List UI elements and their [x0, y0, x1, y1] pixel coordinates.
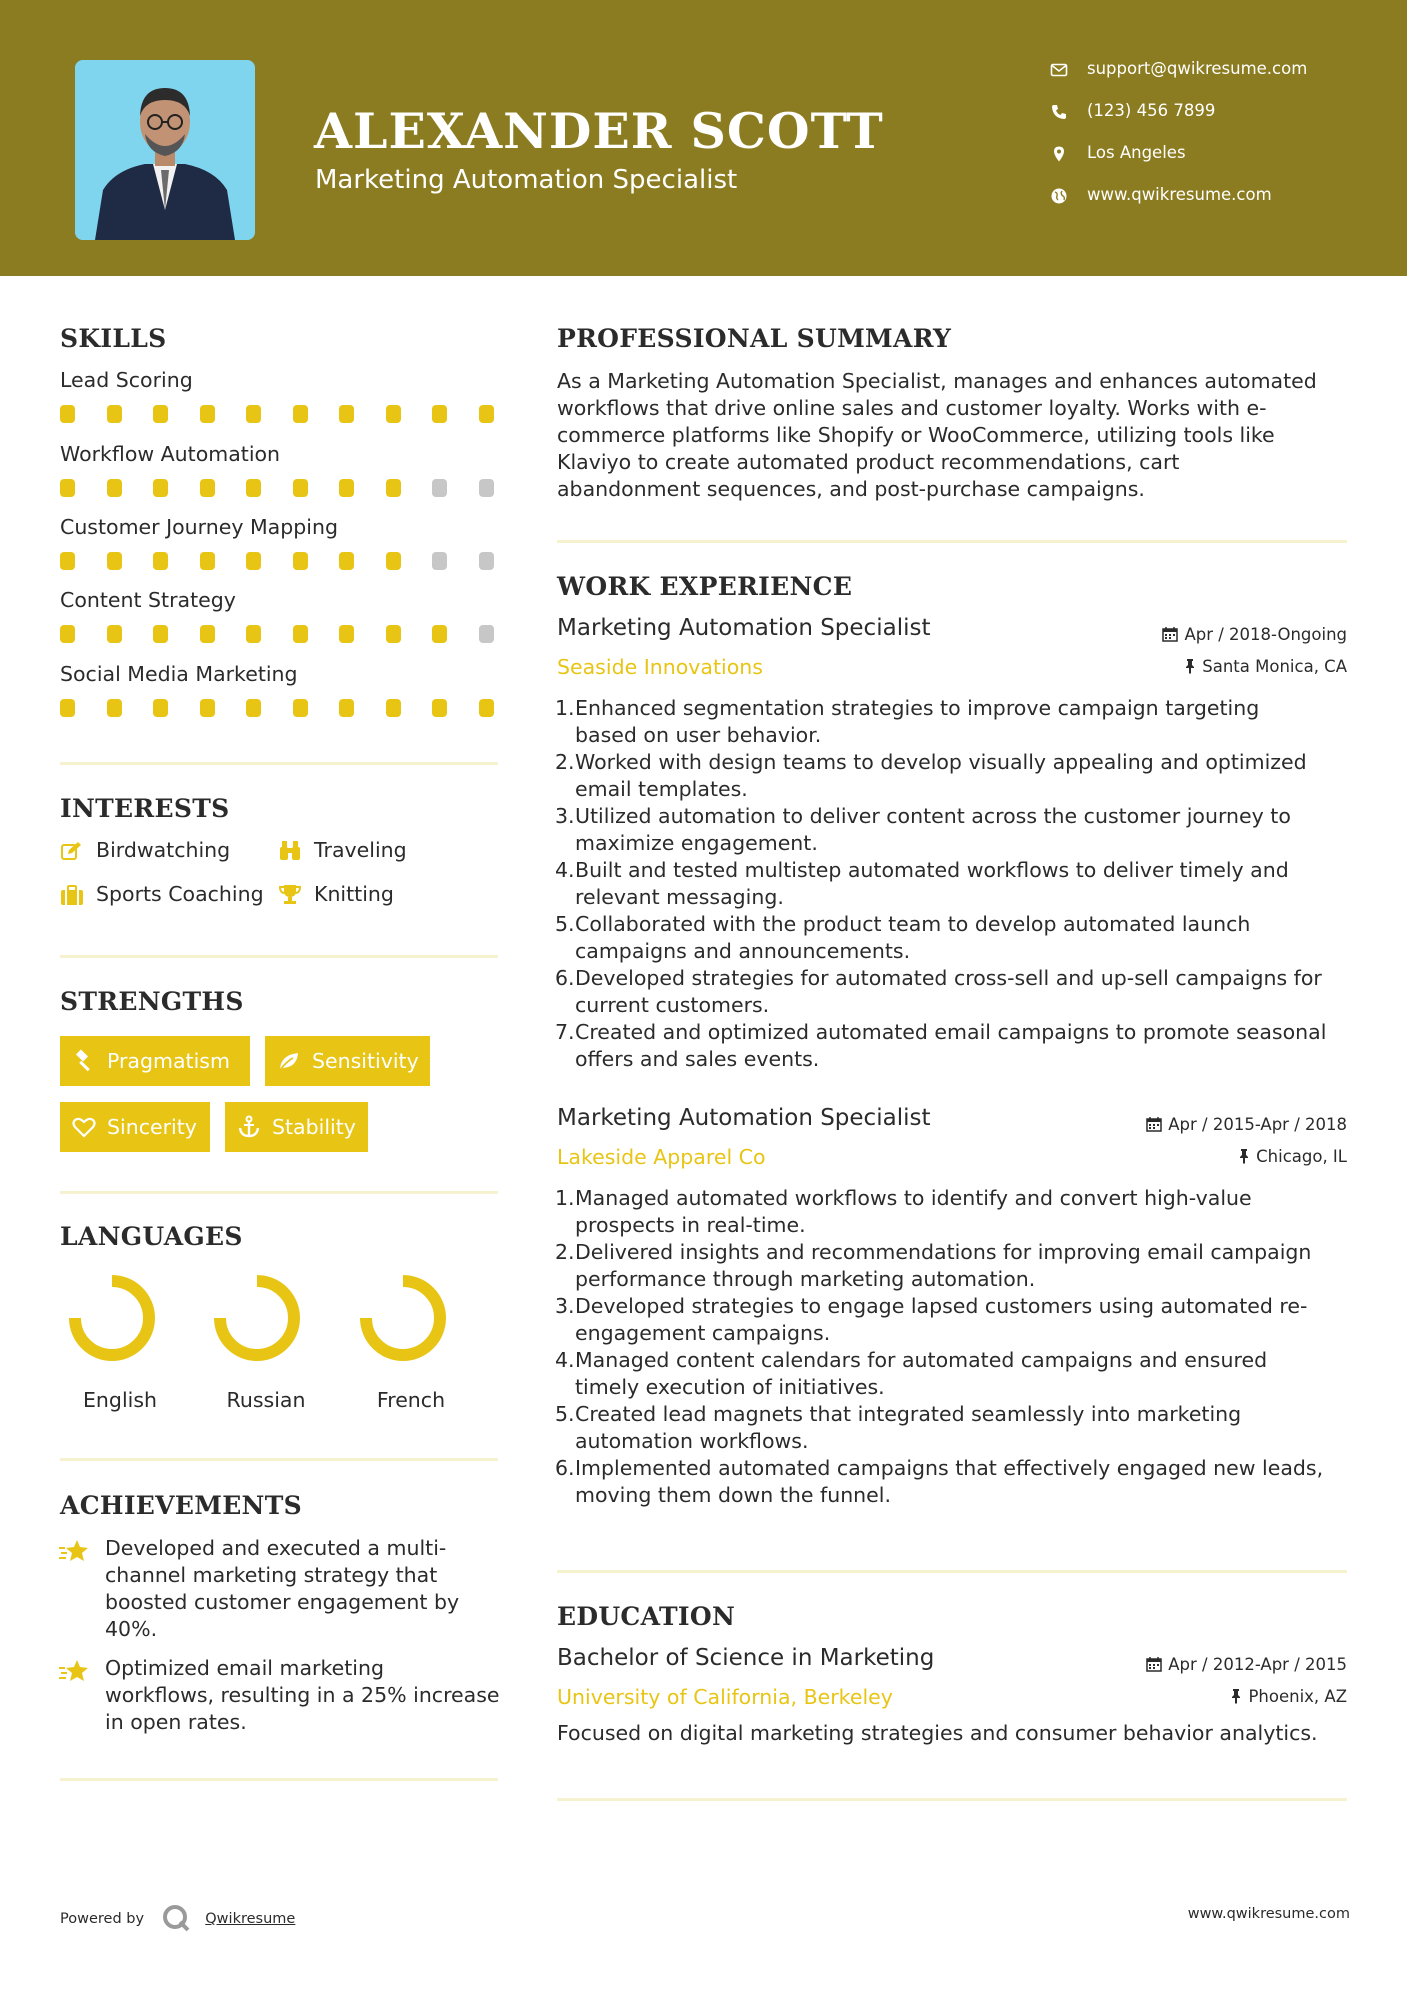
job-dates-text: Apr / 2018-Ongoing: [1184, 625, 1347, 644]
skill-dot-filled: [386, 552, 401, 570]
leaf-icon: [277, 1049, 301, 1073]
summary-line: workflows that drive online sales and customer loyalty. Works with e-: [557, 396, 1267, 420]
skill-dot-filled: [60, 625, 75, 643]
skill-rating: [60, 699, 500, 717]
footer-website[interactable]: www.qwikresume.com: [1187, 1906, 1350, 1922]
job-bullet: Implemented automated campaigns that effectively engaged new leads, moving them down the funnel.: [575, 1456, 1324, 1507]
skill-dot-filled: [386, 625, 401, 643]
skill-dot-filled: [60, 552, 75, 570]
skill-dot-filled: [200, 405, 215, 423]
pin-icon: [1184, 658, 1196, 674]
interest-label: Sports Coaching: [96, 882, 264, 906]
skill-label: Customer Journey Mapping: [60, 515, 338, 539]
section-divider: [60, 1191, 498, 1194]
star-icon: [58, 1538, 90, 1564]
job-bullet: Utilized automation to deliver content across the customer journey to maximize engagement.: [575, 804, 1291, 855]
skill-dot-filled: [432, 625, 447, 643]
strength-label: Sensitivity: [312, 1049, 419, 1073]
footer-powered-by: [60, 1903, 295, 1933]
gavel-icon: [72, 1049, 96, 1073]
job-role: Marketing Automation Specialist: [557, 615, 931, 641]
skill-dot-filled: [153, 699, 168, 717]
language-ring: [67, 1273, 157, 1363]
job-bullet: Enhanced segmentation strategies to improve campaign targeting based on user behavior.: [575, 696, 1260, 747]
interest-label: Knitting: [314, 882, 394, 906]
job-role: Marketing Automation Specialist: [557, 1105, 931, 1131]
binoculars-icon: [278, 839, 302, 861]
skill-dot-filled: [432, 699, 447, 717]
job-dates: [1146, 1115, 1347, 1134]
language-label: Russian: [226, 1388, 306, 1412]
calendar-icon: [1146, 1116, 1162, 1132]
skill-dot-filled: [60, 405, 75, 423]
job-company: Seaside Innovations: [557, 655, 763, 679]
interests-heading: INTERESTS: [60, 794, 230, 823]
contact-phone-text: (123) 456 7899: [1087, 101, 1216, 120]
job-bullet: Developed strategies for automated cross-sell and up-sell campaigns for current customers.: [575, 966, 1322, 1017]
job-dates-text: Apr / 2015-Apr / 2018: [1168, 1115, 1347, 1134]
anchor-icon: [237, 1115, 261, 1139]
skill-dot-filled: [246, 405, 261, 423]
skill-dot-filled: [246, 699, 261, 717]
section-divider: [60, 1458, 498, 1461]
candidate-name: ALEXANDER SCOTT: [314, 102, 884, 160]
skills-heading: SKILLS: [60, 324, 167, 353]
achievements-heading: ACHIEVEMENTS: [60, 1491, 302, 1520]
skill-dot-filled: [60, 479, 75, 497]
skill-dot-filled: [293, 625, 308, 643]
summary-text: [557, 368, 1317, 503]
skill-label: Workflow Automation: [60, 442, 281, 466]
skill-dot-filled: [479, 699, 494, 717]
skill-dot-filled: [339, 552, 354, 570]
job-bullets: [557, 695, 1365, 1073]
summary-line: abandonment sequences, and post-purchase campaigns.: [557, 477, 1145, 501]
skill-dot-filled: [339, 699, 354, 717]
skill-dot-filled: [479, 405, 494, 423]
skill-rating: [60, 479, 500, 497]
strength-label: Pragmatism: [107, 1049, 230, 1073]
calendar-icon: [1146, 1656, 1162, 1672]
skill-dot-filled: [386, 699, 401, 717]
skill-dot-empty: [432, 479, 447, 497]
skill-dot-filled: [293, 699, 308, 717]
skill-label: Lead Scoring: [60, 368, 193, 392]
education-location: [1230, 1687, 1347, 1706]
envelope-icon: [1050, 61, 1068, 79]
heart-icon: [72, 1115, 96, 1139]
section-divider: [60, 955, 498, 958]
skill-dot-filled: [386, 479, 401, 497]
job-bullet: Worked with design teams to develop visually appealing and optimized email templates.: [575, 750, 1307, 801]
star-icon: [58, 1658, 90, 1684]
achievement-line: workflows, resulting in a 25% increase: [105, 1683, 500, 1707]
education-header: [557, 1645, 1347, 1709]
strength-label: Sincerity: [107, 1115, 197, 1139]
job-bullet: Collaborated with the product team to develop automated launch campaigns and announcements.: [575, 912, 1251, 963]
strength-chip: [225, 1102, 368, 1152]
interest-label: Traveling: [314, 838, 407, 862]
summary-line: commerce platforms like Shopify or WooCommerce, utilizing tools like: [557, 423, 1275, 447]
education-heading: EDUCATION: [557, 1602, 736, 1631]
language-label: English: [82, 1388, 158, 1412]
skill-rating: [60, 552, 500, 570]
skill-dot-empty: [432, 552, 447, 570]
map-pin-icon: [1050, 145, 1068, 163]
strength-chip: [60, 1102, 210, 1152]
skill-dot-filled: [60, 699, 75, 717]
skill-dot-filled: [153, 552, 168, 570]
job-bullet: Delivered insights and recommendations for improving email campaign performance through marketing automation.: [575, 1240, 1312, 1291]
job-company: Lakeside Apparel Co: [557, 1145, 766, 1169]
job-bullets: [557, 1185, 1365, 1509]
edit-icon: [60, 840, 82, 862]
skill-dot-filled: [246, 552, 261, 570]
pin-icon: [1238, 1148, 1250, 1164]
skill-dot-filled: [293, 479, 308, 497]
achievement-line: in open rates.: [105, 1710, 247, 1734]
skill-dot-filled: [107, 552, 122, 570]
section-divider: [60, 1778, 498, 1781]
skill-dot-filled: [293, 552, 308, 570]
education-dates: [1146, 1655, 1347, 1674]
job-location: [1184, 657, 1347, 676]
strength-chip: [265, 1036, 430, 1086]
job-bullet: Managed automated workflows to identify and convert high-value prospects in real-time.: [575, 1186, 1252, 1237]
skill-dot-filled: [200, 625, 215, 643]
school: University of California, Berkeley: [557, 1685, 893, 1709]
calendar-icon: [1162, 626, 1178, 642]
job-bullet: Built and tested multistep automated workflows to deliver timely and relevant messaging.: [575, 858, 1289, 909]
skill-dot-filled: [200, 699, 215, 717]
job-header: [557, 1105, 1347, 1169]
job-bullet: Managed content calendars for automated campaigns and ensured timely execution of initiatives.: [575, 1348, 1268, 1399]
language-ring: [212, 1273, 302, 1363]
job-bullet: Developed strategies to engage lapsed customers using automated re- engagement campaigns.: [575, 1294, 1308, 1345]
skill-dot-filled: [293, 405, 308, 423]
skill-dot-filled: [246, 479, 261, 497]
job-bullet: Created and optimized automated email campaigns to promote seasonal offers and sales events.: [575, 1020, 1327, 1071]
job-bullet: Created lead magnets that integrated seamlessly into marketing automation workflows.: [575, 1402, 1242, 1453]
skill-dot-filled: [386, 405, 401, 423]
section-divider: [557, 1798, 1347, 1801]
education-dates-text: Apr / 2012-Apr / 2015: [1168, 1655, 1347, 1674]
skill-dot-filled: [153, 625, 168, 643]
interest-label: Birdwatching: [96, 838, 231, 862]
skill-dot-filled: [246, 625, 261, 643]
trophy-icon: [278, 883, 302, 905]
achievement-line: boosted customer engagement by: [105, 1590, 460, 1614]
experience-heading: WORK EXPERIENCE: [557, 572, 853, 601]
languages-heading: LANGUAGES: [60, 1222, 243, 1251]
skill-dot-filled: [339, 479, 354, 497]
strength-chip: [60, 1036, 250, 1086]
job-location-text: Chicago, IL: [1256, 1147, 1347, 1166]
achievement-line: Developed and executed a multi-: [105, 1536, 447, 1560]
achievement-line: channel marketing strategy that: [105, 1563, 438, 1587]
skill-dot-filled: [200, 552, 215, 570]
skill-rating: [60, 625, 500, 643]
summary-line: Klaviyo to create automated product recommendations, cart: [557, 450, 1180, 474]
skill-dot-filled: [153, 479, 168, 497]
skill-label: Social Media Marketing: [60, 662, 298, 686]
skill-dot-filled: [107, 479, 122, 497]
achievement-line: Optimized email marketing: [105, 1656, 384, 1680]
skill-dot-filled: [432, 405, 447, 423]
qwikresume-logo-icon: [161, 1903, 191, 1933]
candidate-title: Marketing Automation Specialist: [315, 165, 738, 195]
section-divider: [60, 762, 498, 765]
achievement-item: [105, 1535, 459, 1643]
contact-location-text: Los Angeles: [1087, 143, 1186, 162]
language-label: French: [376, 1388, 446, 1412]
section-divider: [557, 540, 1347, 543]
skill-dot-filled: [339, 405, 354, 423]
job-location-text: Santa Monica, CA: [1202, 657, 1347, 676]
powered-by-text: Powered by: [60, 1911, 145, 1927]
achievement-line: 40%.: [105, 1617, 158, 1641]
globe-icon: [1050, 187, 1068, 205]
education-location-text: Phoenix, AZ: [1248, 1687, 1347, 1706]
contact-email-text: support@qwikresume.com: [1087, 59, 1308, 78]
pin-icon: [1230, 1688, 1242, 1704]
skill-rating: [60, 405, 500, 423]
skill-dot-filled: [107, 699, 122, 717]
skill-dot-empty: [479, 625, 494, 643]
summary-heading: PROFESSIONAL SUMMARY: [557, 324, 952, 353]
skill-dot-filled: [107, 405, 122, 423]
header-band: [0, 0, 1407, 276]
skill-dot-empty: [479, 552, 494, 570]
profile-photo: [75, 60, 255, 240]
section-divider: [557, 1570, 1347, 1573]
skill-dot-filled: [153, 405, 168, 423]
skill-label: Content Strategy: [60, 588, 236, 612]
briefcase-icon: [60, 884, 84, 906]
degree: Bachelor of Science in Marketing: [557, 1645, 935, 1671]
strength-label: Stability: [272, 1115, 356, 1139]
contact-website-text: www.qwikresume.com: [1087, 185, 1272, 204]
strengths-heading: STRENGTHS: [60, 987, 244, 1016]
language-ring: [358, 1273, 448, 1363]
phone-icon: [1050, 103, 1068, 121]
skill-dot-filled: [107, 625, 122, 643]
footer-brand-link[interactable]: Qwikresume: [205, 1911, 296, 1927]
skill-dot-empty: [479, 479, 494, 497]
skill-dot-filled: [200, 479, 215, 497]
job-dates: [1162, 625, 1347, 644]
achievement-item: [105, 1655, 500, 1736]
education-description: Focused on digital marketing strategies and consumer behavior analytics.: [557, 1721, 1318, 1745]
job-location: [1238, 1147, 1347, 1166]
job-header: [557, 615, 1347, 679]
summary-line: As a Marketing Automation Specialist, manages and enhances automated: [557, 369, 1317, 393]
skill-dot-filled: [339, 625, 354, 643]
